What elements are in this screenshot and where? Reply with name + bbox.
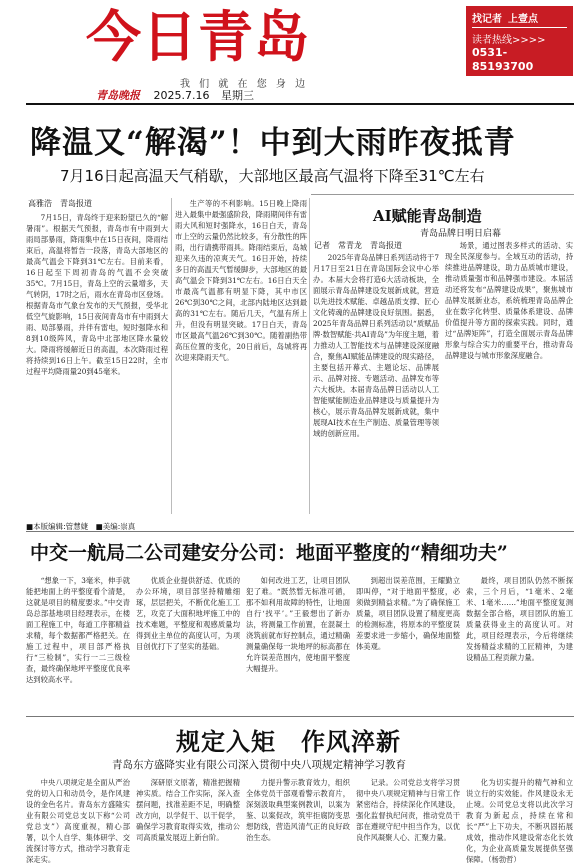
masthead-slogan: 我 们 就 在 您 身 边: [180, 79, 309, 90]
second-column-1-text: “想象一下，3毫米，伸手就能把地面上的平整度看个清楚，这就是项目的精度要求。”中交青岛总部基地项目经理表示，在楼面工程施工中，每道工序都精益求精，每个数据都严格把关。在施工过程中，项目部严格执行“三检制”，实行一二三级检查，最终确保地坪平整度优良率达到较高水平。: [26, 576, 130, 684]
lead-subheadline: 7月16日起高温天气稍歇，大部地区最高气温将下降至31℃左右: [60, 167, 485, 185]
third-column-2: [136, 777, 240, 849]
hotline-label: 读者热线>>>>: [472, 35, 546, 46]
ai-story-rule: [311, 194, 574, 195]
second-column-2: [136, 575, 240, 713]
second-column-3-text: 如何改进工艺，让项目团队犯了难。“既然暂无标准可循，那不如利用故障的特性，让地面自行‘找平’。”王毅想出了新办法，将测量工作前置，在混凝土浇筑前就布好控制点，通过精确测量确保每一块地坪的标高都在允许误差范围内，使地面平整度大幅提升。: [246, 576, 350, 673]
ai-story-title: AI赋能青岛制造: [373, 207, 482, 225]
dateline: [96, 87, 262, 103]
ai-story-column-2-text: 场景，通过图表多样式的活动、实现全民深度参与。全域互动的活动，持续推进品牌建设，助力品质城市建设，推动质量强市和品牌强市建设。本届活动还将发布“品牌建设成果”，聚焦城市品牌发展新业态，系统梳理青岛品牌企业在数字化转型、质量体系建设、品牌价值提升等方面的探索实践。同时，通过“品牌矩阵”，打造全面展示青岛品牌形象与综合实力的重要平台，推动青岛品牌建设与城市形象深度融合。: [445, 241, 573, 360]
section-rule: [26, 716, 574, 717]
third-column-3: [246, 777, 350, 849]
issue-date: 2025.7.16: [153, 89, 210, 102]
second-column-2-text: 优质企业提供舒适、优质的办公环境，项目部坚持精雕细琢，层层把关，不断优化施工工艺，攻克了大面积地坪施工中的技术难题，平整度和观感质量均得到业主单位的高度认可，为项目创优打下了坚实的基础。: [136, 576, 240, 651]
find-reporter-label: 找记者: [472, 14, 502, 25]
app-label: 上壹点: [508, 14, 538, 25]
third-column-1: [26, 777, 130, 864]
ai-story-column-1-text: 2025年青岛品牌日系列活动将于7月17日至21日在青岛国际会议中心举办。本届大会将打造6大活动板块，全面展示青岛品牌建设发展新成就，营造以先进技术赋能、卓越品质支撑、匠心文化铸魂的品牌建设良好氛围。据悉，2025年青岛品牌日系列活动以“质赋品牌·数智赋能·共AI青岛”为年度主题，着力推动人工智能技术与品牌建设深度融合，聚焦AI赋能品牌建设的现实路径，主要包括开幕式、主题论坛、品牌展示、品牌对接、专题活动、品牌发布等六大板块。本届青岛品牌日活动以人工智能赋能制造业品牌建设与质量提升为核心，展示青岛品牌发展新成就，集中展现AI技术在生产制造、质量管理等领域的创新应用。: [313, 253, 439, 438]
third-subheadline: 青岛东方盛降实业有限公司深入贯彻中央八项规定精神学习教育: [112, 759, 406, 771]
third-column-4-text: 记录。公司党总支将学习贯彻中央八项规定精神与日常工作紧密结合，持续深化作风建设，强化监督执纪问责，推动党员干部在遵规守纪中担当作为，以优良作风凝聚人心、汇聚力量。: [356, 778, 460, 842]
column-divider: [171, 198, 172, 514]
second-column-5-text: 最终，项目团队仍然不断探索，三个月后，“1毫米、2毫米、1毫米……”地面平整度复测数据全部合格，项目团队的施工质量获得业主的高度认可。对此，项目经理表示，今后将继续发扬精益求精的工匠精神，为建设精品工程贡献力量。: [466, 576, 573, 662]
third-column-1-text: 中央八项规定是全面从严治党的切入口和动员令，是作风建设的金色名片。青岛东方盛隆实业有限公司党总支以下称“公司党总支”）高度重视，精心部署，以个人自学、集体研学、交流探讨等方式，推动学习教育走深走实。: [26, 778, 130, 864]
hotline-number-1: 0531-85193700: [472, 46, 534, 73]
second-column-1: [26, 575, 130, 713]
ai-story-column-1: [313, 252, 439, 514]
third-headline: 规定入矩 作风淬新: [176, 727, 401, 756]
third-column-5-text: 化为切实提升的精气神和立说立行的实效能。作风建设永无止境。公司党总支将以此次学习教育为新起点，持续在常和长“严”上下功夫，不断巩固拓展成效，推动作风建设常态化长效化，为企业高质量发展提供坚强保障。（杨勃哲）: [466, 778, 573, 864]
second-column-4: [356, 575, 460, 713]
ai-story-column-2: [445, 240, 573, 514]
hotline-number-2: 13869196706: [472, 74, 557, 87]
second-column-3: [246, 575, 350, 713]
ai-story-byline: 记者 常青龙 青岛报道: [314, 241, 402, 250]
second-column-5: [466, 575, 573, 713]
ai-story-subtitle: 青岛品牌日明日启幕: [420, 229, 502, 239]
issue-weekday: 星期三: [220, 89, 254, 102]
third-column-4: [356, 777, 460, 849]
second-column-4-text: 到超出误差范围，王耀勤立即叫停，“对于地面平整度，必须做到精益求精。”为了确保施工质量，项目团队设置了精度更高的检测标准，将原本的平整度误差要求进一步缩小，确保地面整体美观。: [356, 576, 460, 651]
reader-hotline-box: [466, 6, 573, 87]
lead-column-1: [26, 212, 168, 514]
masthead: [0, 0, 580, 100]
third-column-2-text: 深研原文原著，精准把握精神实质。结合工作实际，深入查摆问题，找准差距不足，明确整改方向，以学促干、以干促学，确保学习教育取得实效，推动公司高质量发展迈上新台阶。: [136, 778, 240, 842]
lead-headline: 降温又“解渴”！中到大雨昨夜抵青: [30, 125, 516, 161]
lead-column-2-text: 生产等的不利影响。15日晚上降雨进入最集中最强盛阶段，降雨期间伴有雷雨大风和短时强降水，16日白天，青岛市上空的云量仍然比较多，有分散性的阵雨，出行请携带雨具。降雨结束后，岛城迎来久违的凉爽天气。16日开始，持续多日的高温天气暂缓脚步，大部地区的最高气温会下降到31℃左右。16日白天全市最高气温都有明显下降，其中市区26℃到30℃之间，北部内陆地区达到最高的31℃左右。随后几天，气温有所上升，但没有明显突破。17日白天，青岛市区最高气温26℃到30℃。随着副热带高压位置的变化，20日前后，岛城将再次迎来降雨天气。: [175, 199, 307, 362]
lead-column-1-text: 7月15日，青岛终于迎来盼望已久的“解暑雨”。根据天气预报，青岛市有中雨到大雨局部暴雨，降雨集中在15日夜间，降雨结束后，高温将暂告一段落，青岛大部地区的最高气温会下降到31℃左右。目前来看，16日起至下周初青岛的气温不会突破35℃。7月15日，青岛上空的云量增多，天气转阴，17时之后，雨水在青岛市区登场。根据青岛市气象台发布的天气预报，受华北低空气旋影响，15日夜间青岛市有中雨到大雨、局部暴雨，并伴有雷电，短时强降水和8到10级阵风，青岛中北部地区降水量较大。降雨将缓解近日的高温，本次降雨过程将持续到16日上午。截至15日22时，全市过程平均降雨量20到45毫米。: [26, 213, 168, 376]
section-rule: [26, 531, 574, 532]
masthead-logo: 今日青岛: [86, 5, 311, 69]
third-column-3-text: 力提升警示教育效力，组织全体党员干部观看警示教育片，深刻汲取典型案例教训，以案为鉴、以案促改，筑牢拒腐防变思想防线，营造风清气正的良好政治生态。: [246, 778, 350, 842]
column-divider: [309, 198, 310, 514]
editor-credit: ■本版编辑:管慧婕 ■美编:崇真: [26, 522, 136, 531]
masthead-rule: [26, 103, 574, 105]
lead-column-2: [175, 198, 307, 514]
newspaper-brand: 青岛晚报: [96, 89, 140, 102]
second-headline: 中交一航局二公司建安分公司：地面平整度的“精细功夫”: [30, 542, 508, 564]
lead-byline: 高雅浩 青岛报道: [28, 199, 92, 208]
third-column-5: [466, 777, 573, 864]
